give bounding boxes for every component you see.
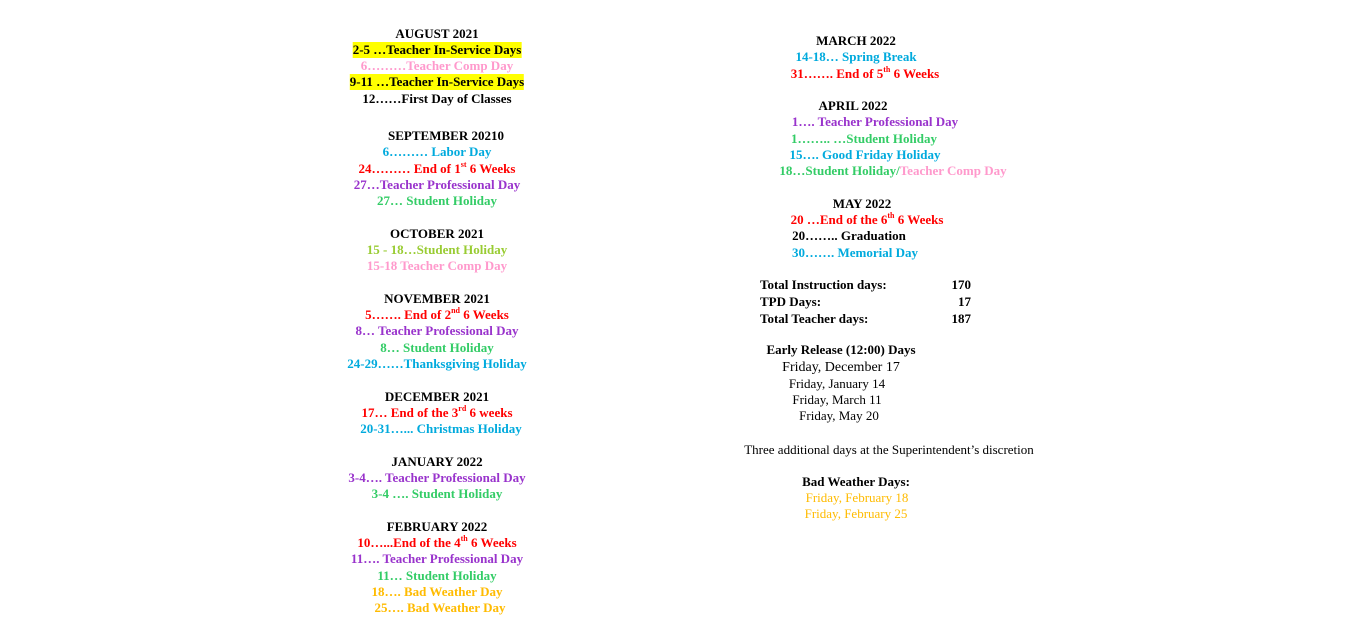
february-heading: FEBRUARY 2022: [386, 519, 488, 534]
may-heading: MAY 2022: [832, 196, 892, 211]
december-heading: DECEMBER 2021: [384, 389, 490, 404]
january-heading: JANUARY 2022: [391, 454, 483, 469]
february-line-1: 10…...End of the 4th 6 Weeks: [357, 533, 517, 550]
total-instruction-label: Total Instruction days:: [760, 277, 887, 292]
december-line-2: 20-31…... Christmas Holiday: [360, 421, 522, 436]
september-heading: SEPTEMBER 20210: [388, 128, 504, 143]
tpd-days-label: TPD Days:: [760, 294, 822, 309]
november-line-4: 24-29……Thanksgiving Holiday: [347, 356, 527, 371]
march-line-2: 31……. End of 5th 6 Weeks: [790, 64, 940, 81]
november-line-3: 8… Student Holiday: [380, 340, 494, 355]
october-line-1: 15 - 18…Student Holiday: [366, 242, 508, 257]
february-line-4: 18…. Bad Weather Day: [371, 584, 503, 599]
february-line-3: 11… Student Holiday: [377, 568, 497, 583]
august-line-4: 12……First Day of Classes: [362, 91, 512, 106]
august-line-3: 9-11 …Teacher In-Service Days: [349, 74, 525, 89]
may-line-2: 20…….. Graduation: [792, 228, 906, 243]
october-line-2: 15-18 Teacher Comp Day: [366, 258, 508, 273]
august-heading: AUGUST 2021: [395, 26, 479, 41]
february-line-5: 25…. Bad Weather Day: [374, 600, 506, 615]
september-line-4: 27… Student Holiday: [377, 193, 497, 208]
bad-weather-date: Friday, February 18: [805, 490, 909, 505]
superintendent-note: Three additional days at the Superintendent’s discretion: [744, 442, 1034, 457]
august-line-1: 2-5 …Teacher In-Service Days: [352, 42, 522, 57]
bad-weather-date: Friday, February 25: [804, 506, 908, 521]
early-release-date: Friday, December 17: [782, 360, 900, 375]
march-heading: MARCH 2022: [816, 33, 896, 48]
may-line-3: 30……. Memorial Day: [791, 245, 919, 260]
early-release-date: Friday, May 20: [799, 408, 879, 423]
november-line-1: 5……. End of 2nd 6 Weeks: [365, 305, 509, 322]
november-line-2: 8… Teacher Professional Day: [355, 323, 519, 338]
bad-weather-heading: Bad Weather Days:: [802, 474, 910, 489]
total-teacher-label: Total Teacher days:: [760, 311, 869, 326]
total-instruction-value: 170: [951, 277, 971, 292]
december-line-1: 17… End of the 3rd 6 weeks: [361, 403, 513, 420]
april-line-2: 1…….. …Student Holiday: [791, 131, 937, 146]
tpd-days-value: 17: [958, 294, 971, 309]
august-line-2: 6………Teacher Comp Day: [360, 58, 514, 73]
september-line-2: 24……… End of 1st 6 Weeks: [358, 159, 516, 176]
february-line-2: 11…. Teacher Professional Day: [350, 551, 524, 566]
november-heading: NOVEMBER 2021: [384, 291, 490, 306]
march-line-1: 14-18… Spring Break: [795, 49, 917, 64]
may-line-1: 20 …End of the 6th 6 Weeks: [790, 210, 944, 227]
september-line-1: 6……… Labor Day: [382, 144, 492, 159]
april-line-4: 18…Student Holiday/Teacher Comp Day: [779, 163, 1007, 178]
april-line-1: 1…. Teacher Professional Day: [791, 114, 959, 129]
september-line-3: 27…Teacher Professional Day: [353, 177, 521, 192]
early-release-date: Friday, January 14: [788, 376, 886, 391]
early-release-date: Friday, March 11: [792, 392, 882, 407]
april-line-3: 15…. Good Friday Holiday: [789, 147, 941, 162]
october-heading: OCTOBER 2021: [389, 226, 485, 241]
total-teacher-value: 187: [951, 311, 971, 326]
january-line-2: 3-4 …. Student Holiday: [371, 486, 503, 501]
early-release-heading: Early Release (12:00) Days: [766, 342, 916, 357]
january-line-1: 3-4…. Teacher Professional Day: [348, 470, 526, 485]
april-heading: APRIL 2022: [818, 98, 888, 113]
